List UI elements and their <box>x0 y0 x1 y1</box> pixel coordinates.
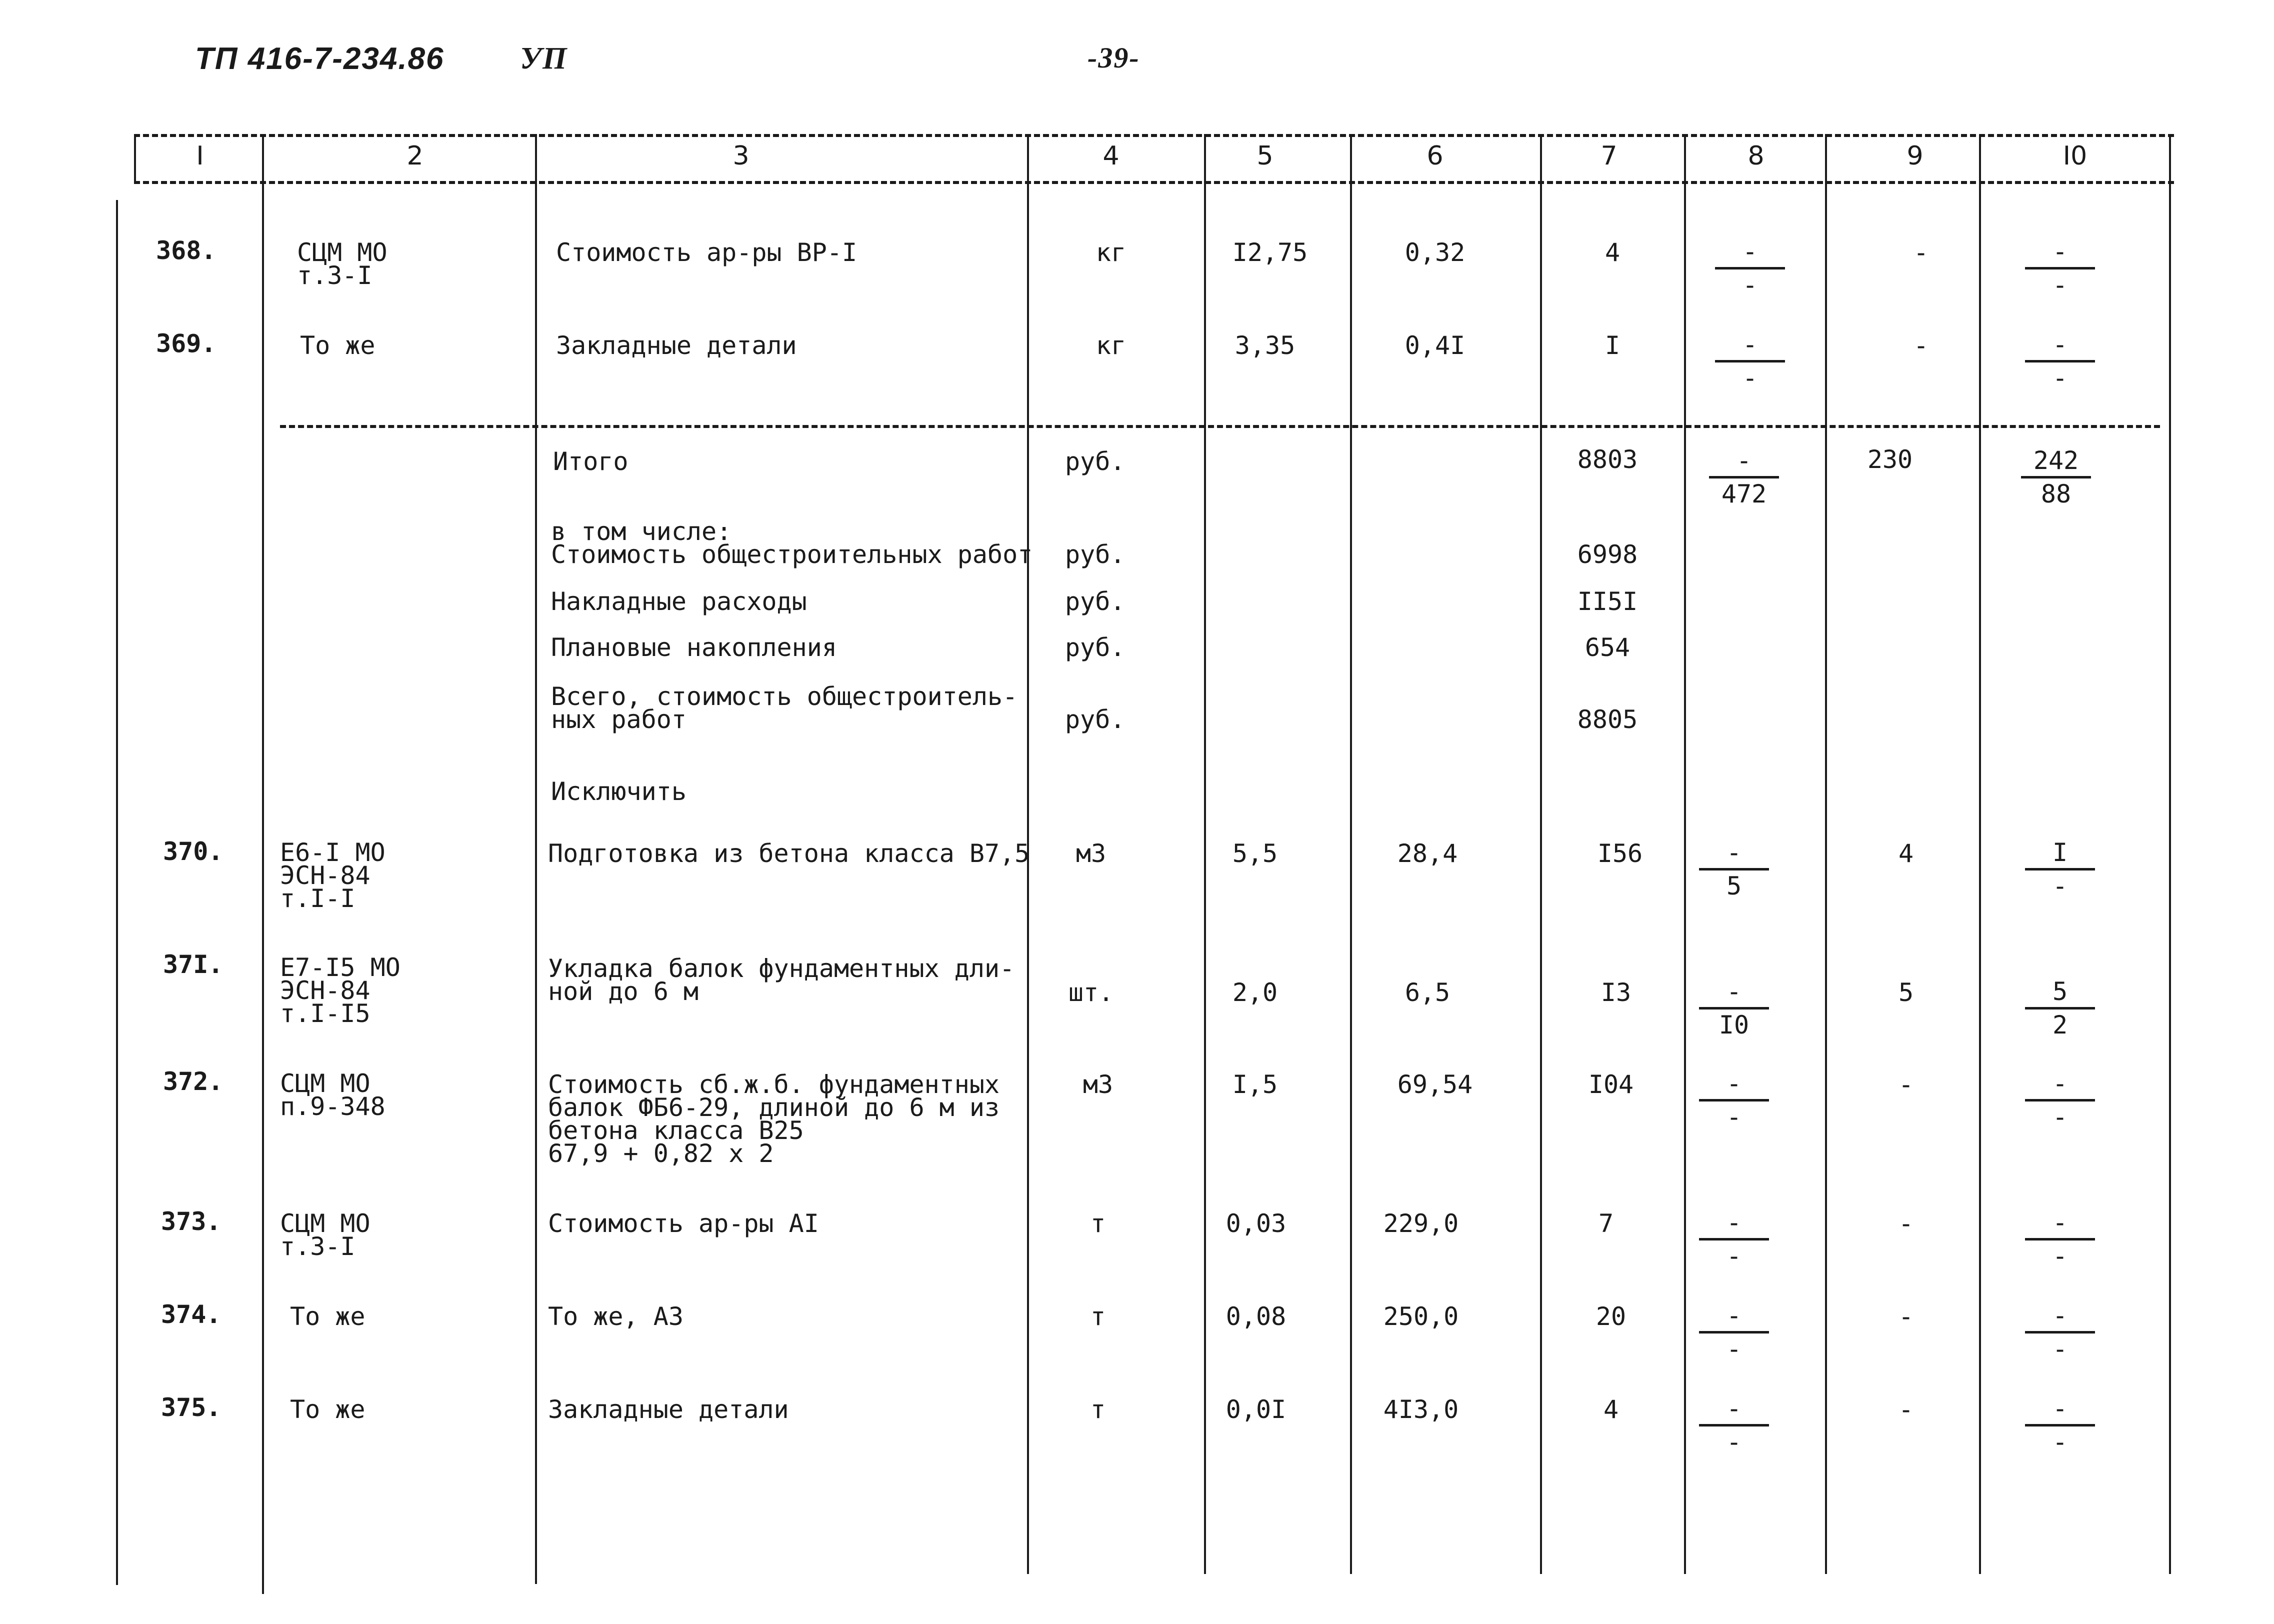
header-bottom-rule <box>134 181 2174 184</box>
row-reference: Е7-I5 МО ЭСН-84 т.I-I5 <box>280 953 400 1028</box>
row-col10-bottom: 88 <box>2040 480 2072 508</box>
row-unit: руб. <box>1065 633 1126 662</box>
row-col8-fraction <box>1715 239 1785 298</box>
row-unit: м3 <box>1076 839 1106 868</box>
row-unit: шт. <box>1068 978 1114 1007</box>
row-number: 37I. <box>163 950 224 979</box>
row-col5: 2,0 <box>1232 978 1278 1007</box>
row-description: Всего, стоимость общестроитель- ных работ <box>551 682 1018 734</box>
row-number: 375. <box>161 1393 222 1422</box>
row-col6: 0,32 <box>1404 238 1466 267</box>
row-col5: I,5 <box>1232 1070 1278 1099</box>
col-header-7: 7 <box>1600 141 1618 171</box>
row-col7: 6998 <box>1577 540 1638 569</box>
col-rule-0-low <box>116 200 118 1585</box>
row-col9: - <box>1898 1209 1914 1238</box>
row-col10-bottom: - <box>2052 1242 2068 1270</box>
row-col5: 3,35 <box>1234 331 1296 360</box>
col-header-6: 6 <box>1426 141 1444 171</box>
row-description: Подготовка из бетона класса В7,5 <box>548 839 1030 868</box>
doc-code: ТП 416-7-234.86 <box>195 42 444 76</box>
row-col9: - <box>1913 331 1929 360</box>
col-rule-8 <box>1825 134 1827 1574</box>
row-col9: - <box>1913 238 1929 267</box>
row-number: 373. <box>161 1207 222 1236</box>
row-col8-top: - <box>1715 332 1785 362</box>
row-col8-top: - <box>1699 1071 1769 1102</box>
row-description: Стоимость ар-ры АI <box>548 1209 819 1238</box>
row-unit: руб. <box>1065 705 1126 734</box>
row-col10-fraction <box>2025 979 2095 1038</box>
row-description: Закладные детали <box>556 331 797 360</box>
row-col7: 8805 <box>1577 705 1638 734</box>
row-number: 368. <box>156 236 216 265</box>
row-col8-bottom: - <box>1726 1428 1742 1456</box>
row-col8-top: - <box>1699 1303 1769 1334</box>
col-header-2: 2 <box>406 141 424 171</box>
row-col10-top: - <box>2025 239 2095 270</box>
row-col5: I2,75 <box>1232 238 1308 267</box>
row-col10-top: - <box>2025 332 2095 362</box>
row-col10-fraction <box>2025 1396 2095 1454</box>
row-unit: м3 <box>1082 1070 1114 1099</box>
row-col6: 28,4 <box>1397 839 1458 868</box>
row-col10-top: 5 <box>2025 979 2095 1010</box>
row-col10-top: - <box>2025 1396 2095 1426</box>
col-header-3: 3 <box>732 141 750 171</box>
row-col7: 4 <box>1604 238 1620 267</box>
col-header-4: 4 <box>1102 141 1120 171</box>
row-description: в том числе: Стоимость общестроительных работ <box>551 517 1033 569</box>
row-col7: II5I <box>1577 587 1638 616</box>
row-col6: 6,5 <box>1404 978 1450 1007</box>
row-description: Закладные детали <box>548 1395 789 1424</box>
col-header-1: I <box>196 141 204 171</box>
row-col7: 7 <box>1598 1209 1614 1238</box>
row-col7: 20 <box>1596 1302 1626 1331</box>
row-col6: 4I3,0 <box>1383 1395 1459 1424</box>
row-col8-top: - <box>1699 840 1769 870</box>
row-col9: - <box>1898 1302 1914 1331</box>
row-col10-fraction <box>2025 1210 2095 1268</box>
row-col8-fraction <box>1709 448 1779 506</box>
row-col8-fraction <box>1699 979 1769 1038</box>
col-rule-1 <box>262 134 264 1594</box>
row-col8-bottom: - <box>1742 270 1758 300</box>
row-col8-fraction <box>1699 1210 1769 1268</box>
row-description: Плановые накопления <box>551 633 837 662</box>
row-unit: т <box>1090 1209 1106 1238</box>
row-col10-bottom: - <box>2052 1102 2068 1132</box>
row-col10-bottom: - <box>2052 1428 2068 1456</box>
row-reference: То же <box>290 1395 366 1424</box>
col-header-8: 8 <box>1748 141 1764 171</box>
row-unit: руб. <box>1065 587 1126 616</box>
row-col8-bottom: I0 <box>1718 1010 1750 1040</box>
row-col10-top: I <box>2025 840 2095 870</box>
row-col9: 4 <box>1898 839 1914 868</box>
row-reference: СЦМ МО т.3-I <box>297 238 388 290</box>
row-col8-top: - <box>1699 1210 1769 1240</box>
row-number: 370. <box>163 837 224 866</box>
row-col10-top: - <box>2025 1210 2095 1240</box>
row-col9: 230 <box>1867 445 1913 474</box>
row-reference: СЦМ МО т.3-I <box>280 1209 370 1261</box>
table-top-rule <box>134 134 2174 137</box>
row-col10-top: 242 <box>2021 448 2091 478</box>
row-col8-bottom: 5 <box>1726 872 1742 900</box>
row-col10-fraction <box>2025 1303 2095 1362</box>
row-col7: I3 <box>1600 978 1632 1007</box>
row-unit: руб. <box>1065 447 1126 476</box>
row-col8-top: - <box>1715 239 1785 270</box>
row-col8-top: - <box>1699 979 1769 1010</box>
row-col10-bottom: - <box>2052 364 2068 392</box>
sheet-mark: УП <box>520 42 568 76</box>
col-header-9: 9 <box>1906 141 1924 171</box>
row-col10-fraction <box>2025 1071 2095 1130</box>
col-rule-6 <box>1540 134 1542 1574</box>
row-col7: I <box>1604 331 1620 360</box>
row-col6: 69,54 <box>1397 1070 1473 1099</box>
row-col10-bottom: - <box>2052 270 2068 300</box>
row-col8-fraction <box>1699 1396 1769 1454</box>
row-col10-fraction <box>2021 448 2091 506</box>
row-col8-bottom: - <box>1726 1242 1742 1270</box>
row-col8-fraction <box>1699 1071 1769 1130</box>
row-unit: т <box>1090 1395 1106 1424</box>
row-col10-fraction <box>2025 840 2095 898</box>
row-col8-bottom: - <box>1742 364 1758 392</box>
row-description: Укладка балок фундаментных дли- ной до 6 м <box>548 954 1015 1006</box>
col-header-10: I0 <box>2062 141 2088 171</box>
col-rule-10 <box>2169 134 2171 1574</box>
row-col10-bottom: - <box>2052 872 2068 900</box>
row-col9: - <box>1898 1395 1914 1424</box>
row-col8-fraction <box>1699 840 1769 898</box>
row-col8-bottom: - <box>1726 1102 1742 1132</box>
row-unit: т <box>1090 1302 1106 1331</box>
row-col6: 229,0 <box>1383 1209 1459 1238</box>
row-unit: кг <box>1096 238 1126 267</box>
row-col10-bottom: - <box>2052 1334 2068 1364</box>
col-rule-5 <box>1350 134 1352 1574</box>
row-col8-top: - <box>1699 1396 1769 1426</box>
row-col10-top: - <box>2025 1303 2095 1334</box>
col-rule-0 <box>134 134 136 184</box>
row-col7: I04 <box>1588 1070 1634 1099</box>
row-description: Исключить <box>551 777 686 806</box>
row-col8-bottom: - <box>1726 1334 1742 1364</box>
subtotal-rule <box>280 425 2160 428</box>
row-col6: 0,4I <box>1404 331 1466 360</box>
row-col7: 654 <box>1584 633 1630 662</box>
row-col8-bottom: 472 <box>1721 480 1767 508</box>
row-col8-fraction <box>1699 1303 1769 1362</box>
row-description: Накладные расходы <box>551 587 807 616</box>
row-col8-fraction <box>1715 332 1785 390</box>
row-col6: 250,0 <box>1383 1302 1459 1331</box>
row-col5: 0,0I <box>1226 1395 1286 1424</box>
row-reference: То же <box>300 331 376 360</box>
page-number: -39- <box>1088 42 1140 74</box>
col-rule-2 <box>535 134 537 1584</box>
row-unit: руб. <box>1065 540 1126 569</box>
row-unit: кг <box>1096 331 1126 360</box>
row-number: 372. <box>163 1067 224 1096</box>
row-col7: 4 <box>1603 1395 1619 1424</box>
col-header-5: 5 <box>1256 141 1274 171</box>
row-col7: I56 <box>1597 839 1643 868</box>
row-col5: 0,08 <box>1226 1302 1286 1331</box>
row-col10-fraction <box>2025 239 2095 298</box>
row-reference: Е6-I МО ЭСН-84 т.I-I <box>280 838 386 913</box>
row-col5: 5,5 <box>1232 839 1278 868</box>
row-col10-top: - <box>2025 1071 2095 1102</box>
row-description: Итого <box>553 447 628 476</box>
row-col8-top: - <box>1709 448 1779 478</box>
row-col10-bottom: 2 <box>2052 1010 2068 1040</box>
row-number: 374. <box>161 1300 222 1329</box>
row-number: 369. <box>156 329 216 358</box>
row-col10-fraction <box>2025 332 2095 390</box>
row-description: Стоимость сб.ж.б. фундаментных балок ФБ6-29, длиной до 6 м из бетона класса В25 67,9 + 0,82 х 2 <box>548 1070 1000 1168</box>
row-col7: 8803 <box>1577 445 1638 474</box>
row-col5: 0,03 <box>1226 1209 1286 1238</box>
row-col9: 5 <box>1898 978 1914 1007</box>
row-description: То же, А3 <box>548 1302 684 1331</box>
row-reference: СЦМ МО п.9-348 <box>280 1069 386 1121</box>
row-description: Стоимость ар-ры ВР-I <box>556 238 858 267</box>
row-col9: - <box>1898 1070 1914 1099</box>
row-reference: То же <box>290 1302 366 1331</box>
